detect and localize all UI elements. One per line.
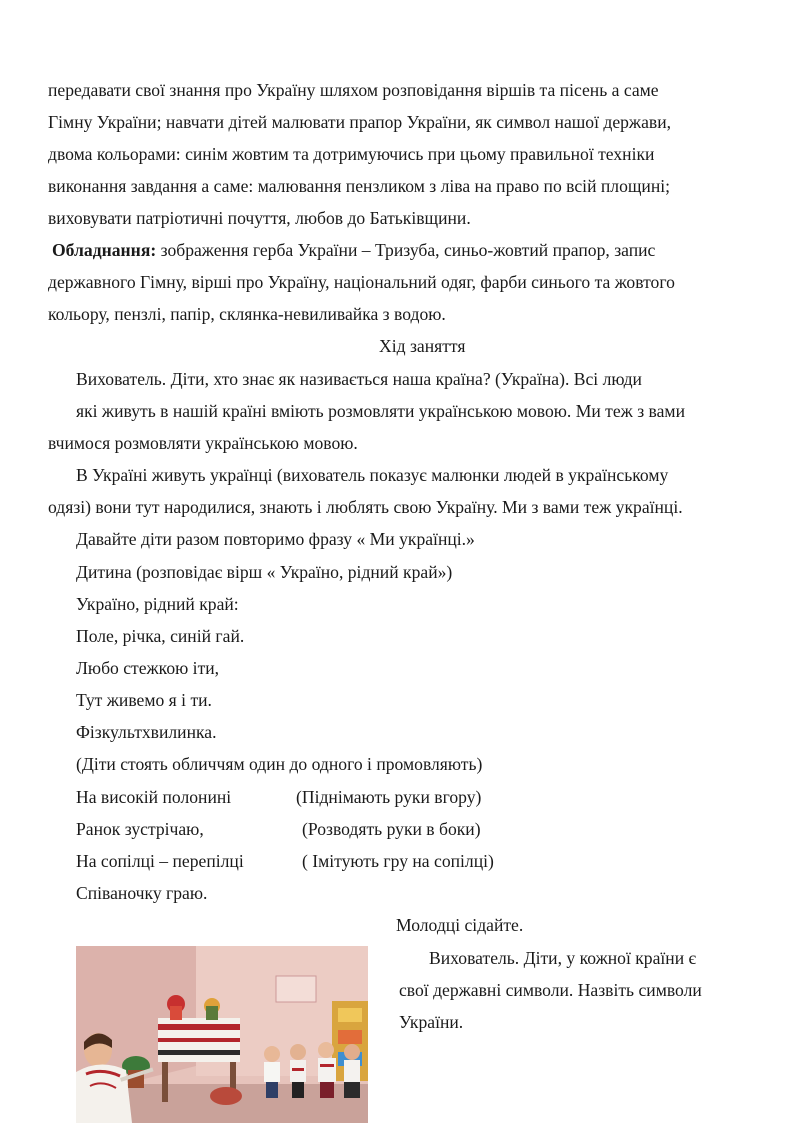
text-line: Давайте діти разом повторимо фразу « Ми українці.» bbox=[76, 529, 475, 549]
text-line: свої державні символи. Назвіть символи bbox=[399, 980, 702, 1000]
equipment-text: зображення герба України – Тризуба, синьо-жовтий прапор, запис bbox=[156, 240, 656, 260]
text-line: Дитина (розповідає вірш « Україно, рідний край») bbox=[76, 562, 453, 582]
text-line: кольору, пензлі, папір, склянка-невиливайка з водою. bbox=[48, 304, 446, 324]
poem-line: Поле, річка, синій гай. bbox=[76, 626, 245, 646]
classroom-photo bbox=[76, 946, 368, 1123]
section-heading: Хід заняття bbox=[379, 336, 466, 356]
text-line: Вихователь. Діти, хто знає як називається наша країна? (Україна). Всі люди bbox=[76, 369, 642, 389]
text-line: передавати свої знання про Україну шляхом розповідання віршів та пісень а саме bbox=[48, 80, 659, 100]
exercise-action: (Піднімають руки вгору) bbox=[296, 787, 482, 807]
equipment-line bbox=[52, 238, 655, 262]
poem-line: Україно, рідний край: bbox=[76, 594, 239, 614]
text-line: двома кольорами: синім жовтим та дотримуючись при цьому правильної техніки bbox=[48, 144, 655, 164]
text-line: Гімну України; навчати дітей малювати прапор України, як символ нашої держави, bbox=[48, 112, 672, 132]
text-line: вчимося розмовляти українською мовою. bbox=[48, 433, 358, 453]
equipment-label: Обладнання: bbox=[52, 240, 157, 260]
exercise-text: Ранок зустрічаю, bbox=[76, 819, 204, 839]
text-line: одязі) вони тут народилися, знають і люблять свою Україну. Ми з вами теж українці. bbox=[48, 497, 683, 517]
exercise-title: Фізкультхвилинка. bbox=[76, 722, 217, 742]
text-line: державного Гімну, вірші про Україну, національний одяг, фарби синього та жовтого bbox=[48, 272, 675, 292]
poem-line: Тут живемо я і ти. bbox=[76, 690, 212, 710]
text-line: які живуть в нашій країні вміють розмовляти українською мовою. Ми теж з вами bbox=[76, 401, 685, 421]
text-line: Молодці сідайте. bbox=[396, 915, 524, 935]
exercise-text: На сопілці – перепілці bbox=[76, 851, 244, 871]
exercise-action: ( Імітують гру на сопілці) bbox=[302, 851, 494, 871]
exercise-text: На високій полонині bbox=[76, 787, 232, 807]
exercise-text: Співаночку граю. bbox=[76, 883, 208, 903]
exercise-action: (Розводять руки в боки) bbox=[302, 819, 481, 839]
text-line: Вихователь. Діти, у кожної країни є bbox=[429, 948, 697, 968]
text-line: виконання завдання а саме: малювання пензликом з ліва на право по всій площині; bbox=[48, 176, 671, 196]
poem-line: Любо стежкою іти, bbox=[76, 658, 220, 678]
text-line: виховувати патріотичні почуття, любов до Батьківщини. bbox=[48, 208, 471, 228]
text-line: України. bbox=[399, 1012, 464, 1032]
classroom-photo-illustration bbox=[76, 946, 368, 1123]
text-line: В Україні живуть українці (вихователь показує малюнки людей в українському bbox=[76, 465, 669, 485]
exercise-intro: (Діти стоять обличчям один до одного і промовляють) bbox=[76, 754, 483, 774]
